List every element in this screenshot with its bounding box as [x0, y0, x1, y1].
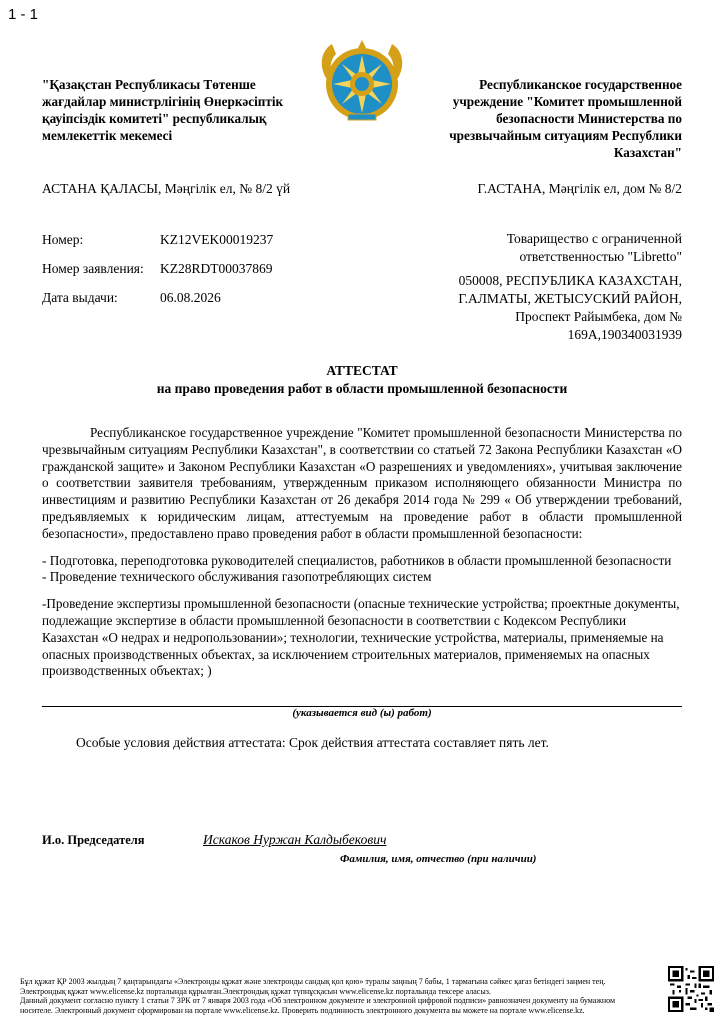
recipient-addr-line1: 050008, РЕСПУБЛИКА КАЗАХСТАН,: [458, 273, 682, 288]
document-title: АТТЕСТАТ: [326, 363, 398, 378]
address-kz: АСТАНА ҚАЛАСЫ, Мәңгілік ел, № 8/2 үй: [42, 181, 291, 196]
work-item: - Проведение технического обслуживания газопотребляющих систем: [42, 569, 432, 585]
state-emblem-icon: [320, 40, 404, 124]
application-label: Номер заявления:: [42, 261, 144, 276]
body-paragraph: Республиканское государственное учреждение "Комитет промышленной безопасности Министерства по чрезвычайным ситуациям Республики Казахстан", в соответствии со статьей 72 Закона Республики Казахстан «О гражданской защите» и Законом Республики Казахстан «О разрешениях и уведомлениях», учитывая заключение о соответствии заявителя требованиям, утвержденным приказом исполняющего обязанности Министра по инвестициям и развитию Республики Казахстан от 26 декабря 2014 года № 299 « Об утверждении требований, предъявляемых к юридическим лицам, аттестуемым на проведение работ в области промышленной безопасности», предоставлено право проведения работ в области промышленной безопасности:: [42, 425, 682, 541]
number-label: Номер:: [42, 232, 84, 247]
work-caption: (указывается вид (ы) работ): [292, 707, 432, 719]
signatory-name: Искаков Нуржан Калдыбекович: [203, 832, 387, 847]
recipient-block: [432, 230, 682, 344]
footer-kz-line2: Электрондық құжат www.elicense.kz порталында құрылған.Электрондық құжат түпнұсқасын www.elicense.kz порталында тексере аласыз.: [20, 986, 491, 996]
number-value: KZ12VEK00019237: [160, 232, 274, 247]
document-body: [42, 425, 682, 680]
footer-kz-line1: Бұл құжат ҚР 2003 жылдың 7 қаңтарындағы «Электронды құжат және электронды сандық қол қою» туралы заңның 7 бабы, 1 тармағына сәйкес қағаз бетіндегі заңмен тең.: [20, 977, 606, 986]
recipient-name-line2: ответственностью "Libretto": [519, 249, 682, 264]
recipient-addr-line4: 169А,190340031939: [567, 327, 682, 342]
legal-footer: [20, 977, 660, 1015]
recipient-addr-line3: Проспект Райымбека, дом №: [515, 309, 682, 324]
application-value: KZ28RDT00037869: [160, 261, 273, 276]
footer-ru-line1: Данный документ согласно пункту 1 статьи 7 ЗРК от 7 января 2003 года «Об электронном документе и электронной цифровой подписи» равнозначен документу на бумажном: [20, 996, 616, 1006]
issue-date-value: 06.08.2026: [160, 290, 221, 305]
page-number: 1 - 1: [8, 6, 39, 23]
document-subtitle: на право проведения работ в области промышленной безопасности: [156, 381, 568, 396]
issuer-kz: "Қазақстан Республикасы Төтенше жағдайлар министрлігінің Өнеркәсіптік қауіпсіздік комитеті" республикалық мемлекеттік мекемесі: [42, 77, 284, 143]
work-item: - Подготовка, переподготовка руководителей специалистов, работников в области промышленной безопасности: [42, 552, 672, 568]
qr-code-icon: [668, 966, 714, 1012]
signatory-caption: Фамилия, имя, отчество (при наличии): [340, 853, 537, 865]
recipient-addr-line2: Г.АЛМАТЫ, ЖЕТЫСУСКИЙ РАЙОН,: [458, 291, 682, 306]
special-conditions: Особые условия действия аттестата: Срок действия аттестата составляет пять лет.: [76, 735, 549, 750]
work-item: -Проведение экспертизы промышленной безопасности (опасные технические устройства; проектные документы, подлежащие экспертизе в области промышленной безопасности в соответствии с Кодексом Республики Казахстан «О недрах и недропользовании»; технологии, технические устройства, материалы, применяемые на опасных производственных объектах, за исключением строительных материалов, применяемых на опасных производственных объектах; ): [42, 596, 680, 679]
address-ru: Г.АСТАНА, Мәңгілік ел, дом № 8/2: [477, 181, 682, 196]
document-title-block: [0, 362, 724, 398]
footer-ru-line2: носителе. Электронный документ сформирован на портале www.elicense.kz. Проверить подлинность электронного документа вы можете на портале www.elicense.kz.: [20, 1005, 585, 1015]
issuer-ru: Республиканское государственное учреждение "Комитет промышленной безопасности Министерства по чрезвычайным ситуациям Республики Казахстан": [449, 77, 682, 160]
recipient-name-line1: Товарищество с ограниченной: [506, 231, 682, 246]
issue-date-label: Дата выдачи:: [42, 290, 118, 305]
signatory-title: И.о. Председателя: [42, 833, 145, 847]
